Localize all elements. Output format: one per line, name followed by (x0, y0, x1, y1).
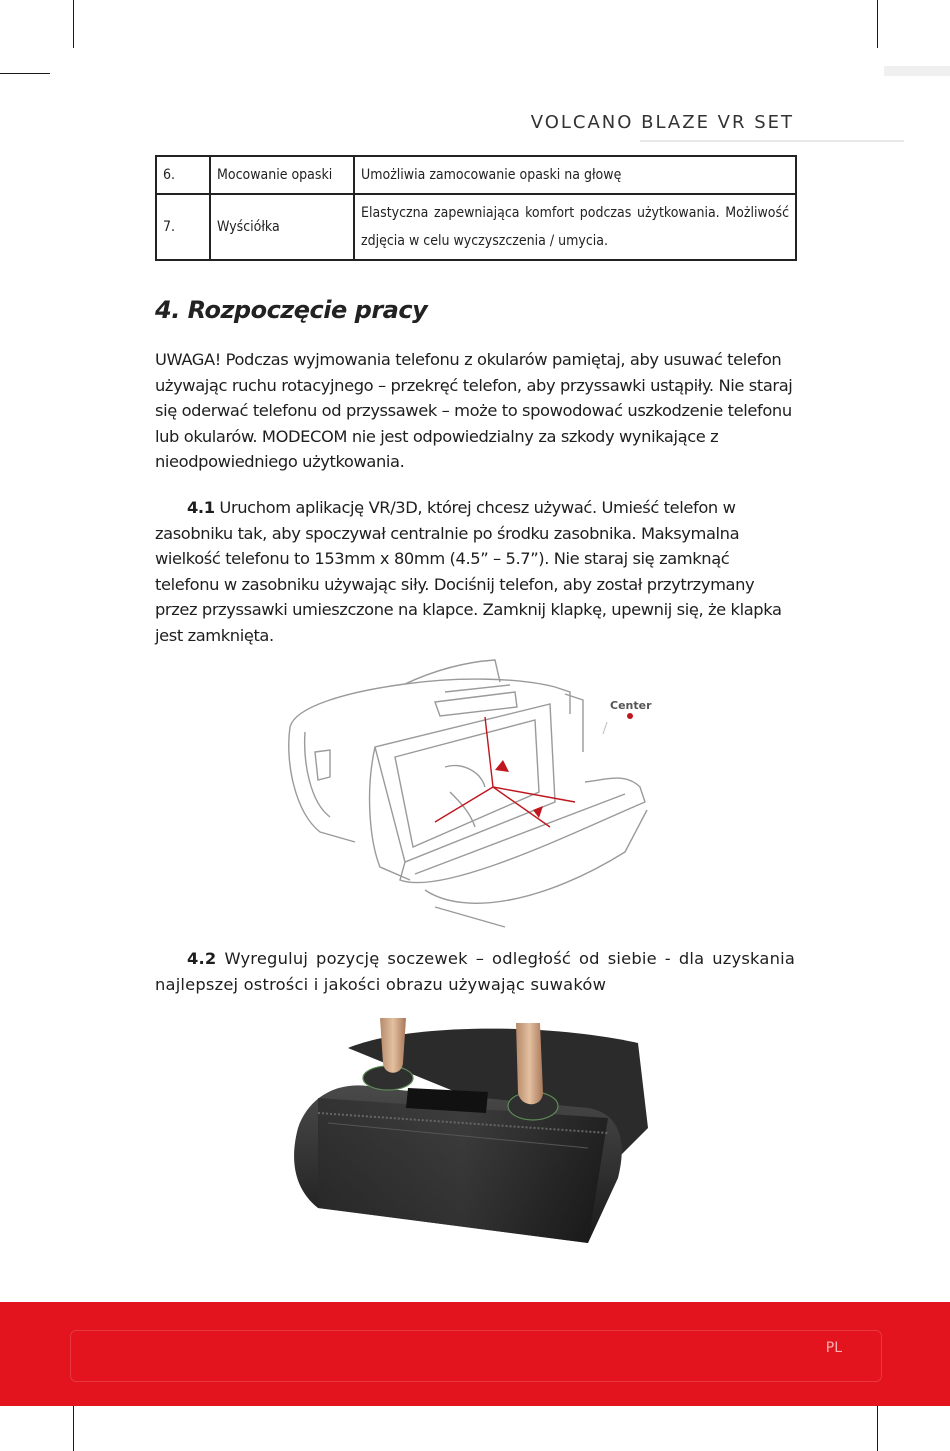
crop-mark (877, 1403, 878, 1451)
crop-mark (73, 0, 74, 48)
step-4-2-paragraph (155, 946, 795, 997)
crop-mark (877, 0, 878, 48)
table-row (156, 194, 796, 260)
part-name: Wyściółka (210, 194, 354, 260)
crop-mark (73, 1403, 74, 1451)
crop-mark (0, 73, 50, 74)
part-description: Elastyczna zapewniająca komfort podczas użytkowania. Możliwość zdjęcia w celu wyczyszczenia / umycia. (354, 194, 796, 260)
part-description: Umożliwia zamocowanie opaski na głowę (354, 156, 796, 194)
center-label: Center (610, 699, 652, 712)
step-number: 4.1 (187, 498, 215, 517)
lens-slider-photo (288, 1018, 658, 1248)
step-text: Wyreguluj pozycję soczewek – odległość od siebie - dla uzyskania najlepszej ostrości i jakości obrazu używając suwaków (155, 949, 795, 994)
warning-paragraph: UWAGA! Podczas wyjmowania telefonu z okularów pamiętaj, aby usuwać telefon używając ruchu rotacyjnego – przekręć telefon, aby przyssawki ustąpiły. Nie staraj się oderwać telefonu od przyssawek – może to spowodować uszkodzenie telefonu lub okularów. MODECOM nie jest odpowiedzialny za szkody wynikające z nieodpowiedniego użytkowania. (155, 350, 793, 472)
section-heading: 4. Rozpoczęcie pracy (155, 296, 428, 324)
parts-table (155, 155, 797, 261)
row-number: 7. (156, 194, 210, 260)
headset-phone-diagram (285, 652, 665, 932)
table-row (156, 156, 796, 194)
document-header-title: VOLCANO BLAZE VR SET (530, 112, 794, 133)
center-dot (627, 713, 633, 719)
step-number: 4.2 (187, 949, 217, 968)
corner-fade (884, 66, 950, 76)
footer-inner-frame (70, 1330, 882, 1382)
step-4-1-paragraph (155, 495, 795, 649)
row-number: 6. (156, 156, 210, 194)
step-text: Uruchom aplikację VR/3D, której chcesz używać. Umieść telefon w zasobniku tak, aby spoczywał centralnie po środku zasobnika. Maksymalna wielkość telefonu to 153mm x 80mm (4.5” – 5.7”). Nie staraj się zamknąć telefonu w zasobniku używając siły. Dociśnij telefon, aby został przytrzymany przez przyssawki umieszczone na klapce. Zamknij klapkę, upewnij się, że klapka jest zamknięta. (155, 498, 782, 645)
header-rule (640, 140, 904, 142)
part-name: Mocowanie opaski (210, 156, 354, 194)
footer-page-label: PL (825, 1340, 842, 1356)
